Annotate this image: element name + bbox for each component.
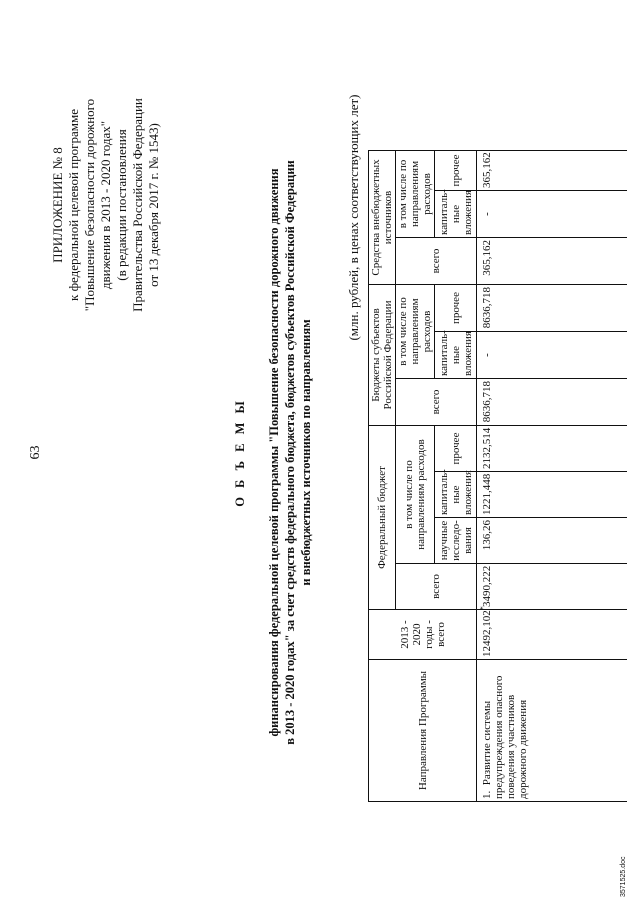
header-federal-by-direction: в том числе по направлениям расходов xyxy=(396,426,435,564)
row-federal-other: 2132,514 xyxy=(477,426,627,472)
header-federal-capital: капиталь-ные вложения xyxy=(435,472,477,518)
header-direction: Направления Программы xyxy=(369,660,477,802)
header-extra-other: прочее xyxy=(435,150,477,190)
row-direction-cell xyxy=(477,660,627,802)
row-total-footnote-mark: * xyxy=(478,606,488,611)
header-regional-budgets: Бюджеты субъектов Российской Федерации xyxy=(369,284,396,425)
row-total-cell xyxy=(477,606,627,660)
header-total-years: 2013 - 2020 годы - всего xyxy=(369,610,477,660)
header-federal-budget: Федеральный бюджет xyxy=(369,426,396,610)
row-federal-total: 3490,222 xyxy=(477,564,627,610)
title-line: в 2013 - 2020 годах" за счет средств федерального бюджета, бюджетов субъектов Российской Федерации xyxy=(283,160,297,745)
appendix-title: ПРИЛОЖЕНИЕ № 8 xyxy=(50,147,65,263)
header-regional-capital: капиталь-ные вложения xyxy=(435,332,477,379)
row-federal-research: 136,26 xyxy=(477,518,627,564)
header-regional-other: прочее xyxy=(435,284,477,331)
appendix-line: (в редакции постановления xyxy=(114,129,129,281)
appendix-block xyxy=(50,15,162,395)
title-line: финансирования федеральной целевой программы "Повышение безопасности дорожного движения xyxy=(267,168,281,737)
row-total: 12492,102 xyxy=(481,610,493,657)
row-federal-capital: 1221,448 xyxy=(477,472,627,518)
row-extra-total: 365,162 xyxy=(477,237,627,284)
header-extra-capital: капиталь-ные вложения xyxy=(435,190,477,237)
appendix-line: Правительства Российской Федерации xyxy=(130,98,145,312)
document-code: 3571525.doc xyxy=(620,856,627,897)
row-regional-other: 8636,718 xyxy=(477,284,627,331)
row-extra-other: 365,162 xyxy=(477,150,627,190)
appendix-line: "Повышение безопасности дорожного xyxy=(82,98,97,312)
header-regional-total: всего xyxy=(396,379,477,426)
header-extrabudgetary: Средства внебюджетных источников xyxy=(369,150,396,284)
header-federal-research: научные исследо-вания xyxy=(435,518,477,564)
header-extra-total: всего xyxy=(396,237,477,284)
row-regional-capital: - xyxy=(477,332,627,379)
row-regional-total: 8636,718 xyxy=(477,379,627,426)
header-extra-by-direction: в том числе по направлениям расходов xyxy=(396,150,435,237)
financing-table-wrapper xyxy=(368,17,627,802)
title-line: и внебюджетных источников по направлениям xyxy=(299,319,313,586)
header-regional-by-direction: в том числе по направлениям расходов xyxy=(396,284,435,378)
document-title xyxy=(232,60,314,845)
units-note: (млн. рублей, в ценах соответствующих лет) xyxy=(346,94,361,341)
header-federal-total: всего xyxy=(396,564,477,610)
title-heading: О Б Ъ Е М Ы xyxy=(233,398,247,507)
table-row xyxy=(477,16,627,801)
appendix-line: движения в 2013 - 2020 годах" xyxy=(98,120,113,290)
page-number: 63 xyxy=(28,445,43,460)
header-federal-other: прочее xyxy=(435,426,477,472)
financing-table xyxy=(368,16,627,802)
appendix-line: от 13 декабря 2017 г. № 1543) xyxy=(146,123,161,287)
row-extra-capital: - xyxy=(477,190,627,237)
table-margin xyxy=(369,16,477,150)
row-direction: Развитие системы предупреждения опасного поведения участников дорожного движения xyxy=(481,675,529,799)
row-number: 1. xyxy=(481,790,493,799)
appendix-line: к федеральной целевой программе xyxy=(66,109,81,301)
table-margin xyxy=(477,16,627,150)
